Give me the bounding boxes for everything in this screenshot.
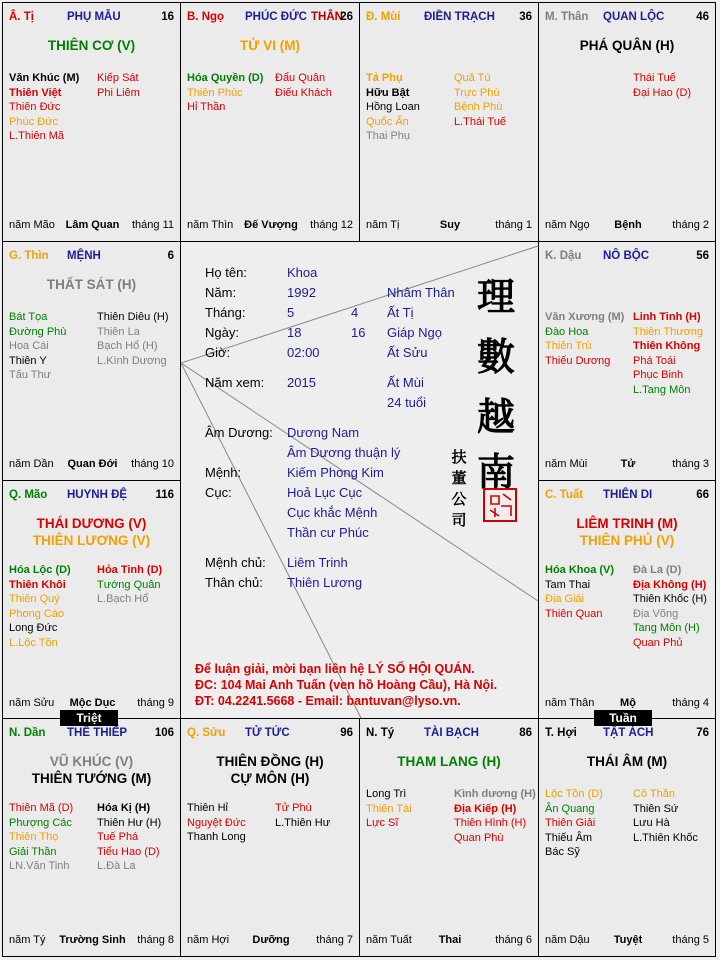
- palace-footer: [9, 458, 176, 472]
- minor-star: Địa Giải: [545, 593, 585, 605]
- star-column-left: [9, 310, 66, 383]
- minor-star: Thai Phụ: [366, 130, 411, 142]
- minor-star: Bạch Hổ (H): [97, 340, 158, 352]
- palace-name: QUAN LỘC: [603, 11, 665, 23]
- minor-star: Giải Thần: [9, 845, 57, 858]
- minor-star: Ân Quang: [545, 802, 595, 815]
- info-menhchu-label: Mệnh chủ:: [205, 555, 266, 570]
- palace-stage: Suy: [439, 219, 461, 231]
- minor-star: Hóa Khoa (V): [545, 564, 615, 576]
- palace-stage: Mộc Dục: [69, 697, 116, 709]
- palace-name: TỬ TỨC: [245, 727, 290, 739]
- minor-star: Thiên Hỉ: [187, 802, 228, 814]
- info-cuc-2: Cục khắc Mệnh: [287, 505, 378, 520]
- palace-year: năm Tý: [9, 934, 46, 946]
- palace-dan: [2, 718, 181, 957]
- small-calligraphy-3: 公: [451, 490, 467, 508]
- palace-name: TÀI BẠCH: [424, 727, 479, 739]
- calligraphy-4: 南: [476, 449, 515, 494]
- palace-footer: [366, 934, 534, 948]
- minor-star: Tuế Phá: [97, 831, 139, 843]
- info-menh-label: Mệnh:: [205, 465, 242, 480]
- minor-star: Phúc Đức: [9, 115, 58, 128]
- minor-star: Thiên Thương: [633, 325, 704, 338]
- info-age: 24 tuổi: [387, 395, 427, 410]
- minor-star: Thanh Long: [187, 831, 246, 843]
- info-cuc-label: Cục:: [205, 485, 232, 500]
- minor-star: Tử Phù: [275, 802, 312, 814]
- minor-star: L.Thái Tuế: [454, 115, 506, 128]
- palace-header: [187, 727, 355, 741]
- info-viewyear-label: Năm xem:: [205, 375, 265, 390]
- center-info-panel: [180, 241, 539, 719]
- minor-star: Long Đức: [9, 622, 58, 634]
- minor-star: Hồng Loan: [366, 101, 420, 113]
- palace-ty2: [359, 718, 539, 957]
- minor-star: Tiểu Hao (D): [97, 845, 160, 858]
- star-column-right: [454, 71, 506, 129]
- small-calligraphy-4: 司: [451, 511, 467, 529]
- info-month-solar: 5: [287, 305, 295, 320]
- star-column-right: [97, 310, 169, 368]
- palace-code: G. Thìn: [9, 250, 49, 262]
- info-menh-value: Kiếm Phong Kim: [287, 465, 384, 480]
- palace-number: 46: [696, 11, 709, 23]
- minor-star: Đẩu Quân: [275, 72, 326, 84]
- palace-than-marker: THÂN: [311, 11, 343, 23]
- main-stars: [360, 753, 538, 770]
- minor-star: Hỏa Tinh (D): [97, 564, 163, 576]
- main-star: CỰ MÔN (H): [230, 771, 310, 786]
- main-star: THIÊN TƯỚNG (M): [31, 771, 152, 786]
- info-year-value: 1992: [287, 285, 316, 300]
- info-cuc-1: Hoả Lục Cục: [287, 485, 363, 500]
- minor-star: Bát Tọa: [9, 311, 48, 323]
- star-column-right: [275, 801, 330, 830]
- palace-stage: Mộ: [620, 697, 636, 709]
- star-column-left: [545, 563, 614, 621]
- palace-code: N. Tý: [366, 727, 395, 739]
- minor-star: Hoa Cái: [9, 340, 49, 352]
- info-name-value: Khoa: [287, 265, 318, 280]
- palace-footer: [9, 219, 176, 233]
- minor-star: Thiên Hư (H): [97, 816, 162, 829]
- star-column-right: [454, 787, 536, 845]
- info-day-canchi: Giáp Ngọ: [387, 325, 442, 340]
- main-star: THẤT SÁT (H): [46, 277, 137, 292]
- palace-code: K. Dậu: [545, 250, 582, 262]
- minor-star: Tang Môn (H): [633, 622, 700, 634]
- info-cuc-3: Thần cư Phúc: [287, 525, 369, 540]
- main-stars: [539, 753, 715, 770]
- minor-star: Linh Tinh (H): [633, 311, 701, 323]
- palace-year: năm Sửu: [9, 697, 55, 709]
- palace-month: tháng 1: [495, 219, 532, 231]
- star-column-left: [545, 787, 603, 860]
- contact-line-2: ĐC: 104 Mai Anh Tuấn (ven hồ Hoàng Cầu), Hà Nội.: [195, 678, 498, 692]
- horoscope-board: [2, 2, 716, 957]
- star-column-left: [9, 563, 71, 650]
- palace-stage: Tử: [620, 458, 636, 470]
- star-column-left: [366, 71, 420, 144]
- palace-number: 86: [519, 727, 532, 739]
- palace-stage: Trường Sinh: [59, 934, 126, 946]
- palace-name: THÊ THIẾP: [67, 727, 128, 739]
- info-month-label: Tháng:: [205, 305, 246, 320]
- palace-header: [545, 489, 711, 503]
- minor-star: Thái Tuế: [633, 72, 676, 84]
- palace-year: năm Tuất: [366, 934, 412, 946]
- palace-ty: [2, 2, 181, 242]
- triet-tag: Triệt: [60, 710, 118, 726]
- star-column-right: [633, 71, 691, 100]
- minor-star: Thiên Hình (H): [454, 817, 527, 829]
- palace-name: PHÚC ĐỨC: [245, 11, 307, 23]
- palace-stage: Tuyệt: [613, 934, 643, 946]
- main-star: THÁI ÂM (M): [586, 754, 668, 769]
- palace-name: ĐIỀN TRẠCH: [424, 11, 495, 23]
- palace-footer: [545, 697, 711, 711]
- info-thanchu-value: Thiên Lương: [287, 575, 363, 590]
- palace-stage: Thai: [438, 934, 462, 946]
- minor-star: Bác Sỹ: [545, 846, 580, 858]
- palace-number: 66: [696, 489, 709, 501]
- calligraphy-2: 數: [476, 334, 515, 379]
- palace-code: Đ. Mùi: [366, 11, 401, 23]
- palace-number: 16: [161, 11, 174, 23]
- palace-month: tháng 5: [672, 934, 709, 946]
- info-day-label: Ngày:: [205, 325, 239, 340]
- palace-stage: Bệnh: [614, 219, 642, 231]
- star-column-right: [97, 71, 140, 100]
- palace-name: MỆNH: [67, 250, 101, 262]
- palace-header: [187, 11, 355, 25]
- palace-header: [366, 11, 534, 25]
- palace-year: năm Ngọ: [545, 219, 590, 231]
- info-day-solar: 18: [287, 325, 302, 340]
- minor-star: Kiếp Sát: [97, 72, 139, 84]
- palace-number: 106: [154, 727, 174, 739]
- minor-star: Thiên Thọ: [9, 831, 59, 843]
- minor-star: Thiên Khốc (H): [633, 593, 707, 605]
- minor-star: Địa Kiếp (H): [454, 802, 517, 815]
- star-column-right: [97, 563, 162, 607]
- info-hour-label: Giờ:: [205, 345, 231, 360]
- palace-name: THIÊN DI: [603, 489, 653, 501]
- palace-year: năm Thìn: [187, 219, 234, 231]
- minor-star: Phong Cáo: [9, 607, 65, 620]
- palace-month: tháng 6: [495, 934, 532, 946]
- minor-star: Thiên Trù: [545, 340, 592, 352]
- info-menhchu-value: Liêm Trinh: [287, 555, 348, 570]
- minor-star: Phục Binh: [633, 369, 684, 381]
- minor-star: Thiên Không: [633, 340, 701, 352]
- palace-footer: [545, 934, 711, 948]
- main-stars: [3, 753, 180, 787]
- minor-star: Thiên Phúc: [187, 86, 243, 99]
- palace-year: năm Dậu: [545, 934, 590, 946]
- minor-star: Thiên Quan: [545, 607, 603, 620]
- palace-header: [366, 727, 534, 741]
- minor-star: L.Thiên Khốc: [633, 831, 698, 844]
- palace-header: [545, 250, 711, 264]
- info-amduong-2: Âm Dương thuận lý: [287, 445, 401, 460]
- minor-star: Quan Phù: [454, 831, 504, 844]
- minor-star: L.Thiên Hư: [275, 816, 331, 829]
- minor-star: Phượng Các: [9, 816, 72, 829]
- palace-code: Q. Mão: [9, 489, 48, 501]
- main-stars: [3, 515, 180, 549]
- red-seal-stamp: [483, 488, 517, 522]
- palace-number: 26: [340, 11, 353, 23]
- info-year-label: Năm:: [205, 285, 237, 300]
- minor-star: L.Thiên Mã: [9, 130, 65, 142]
- star-column-left: [187, 801, 246, 845]
- palace-footer: [9, 934, 176, 948]
- main-star: THIÊN CƠ (V): [47, 38, 136, 53]
- minor-star: Văn Khúc (M): [9, 72, 80, 84]
- minor-star: L.Bạch Hổ: [97, 593, 149, 605]
- palace-stage: Lâm Quan: [65, 219, 120, 231]
- tuan-tag: Tuần: [594, 710, 652, 726]
- minor-star: Tướng Quân: [97, 578, 161, 591]
- small-calligraphy-2: 董: [451, 469, 467, 487]
- minor-star: Thiên Diêu (H): [97, 311, 169, 323]
- minor-star: Hỉ Thần: [187, 101, 226, 113]
- palace-number: 96: [340, 727, 353, 739]
- main-star: THIÊN PHỦ (V): [579, 533, 675, 548]
- info-hour-canchi: Ất Sửu: [387, 345, 428, 360]
- minor-star: Đại Hao (D): [633, 86, 692, 99]
- palace-code: Â. Tị: [9, 11, 34, 23]
- minor-star: Lộc Tồn (D): [545, 788, 603, 800]
- info-viewyear-canchi: Ất Mùi: [387, 375, 424, 390]
- palace-month: tháng 2: [672, 219, 709, 231]
- main-star: TỬ VI (M): [240, 38, 300, 53]
- minor-star: L.Lộc Tồn: [9, 636, 58, 649]
- palace-year: năm Mão: [9, 219, 55, 231]
- palace-year: năm Thân: [545, 697, 595, 709]
- calligraphy-1: 理: [476, 274, 515, 319]
- star-column-right: [97, 801, 161, 874]
- palace-footer: [187, 934, 355, 948]
- palace-number: 56: [696, 250, 709, 262]
- palace-stage: Đế Vượng: [244, 219, 298, 231]
- info-month-lunar: 4: [351, 305, 359, 320]
- main-star: PHÁ QUÂN (H): [579, 38, 675, 53]
- minor-star: Thiếu Âm: [545, 831, 593, 844]
- info-amduong-1: Dương Nam: [287, 425, 360, 440]
- main-star: VŨ KHÚC (V): [49, 754, 134, 769]
- main-star: LIÊM TRINH (M): [576, 516, 678, 531]
- palace-suu: [180, 718, 360, 957]
- minor-star: Tấu Thư: [9, 369, 52, 381]
- palace-stage: Dưỡng: [252, 934, 290, 946]
- minor-star: Hóa Lộc (D): [9, 564, 71, 576]
- minor-star: Long Trì: [366, 788, 407, 800]
- palace-code: N. Dần: [9, 727, 46, 739]
- palace-footer: [9, 697, 176, 711]
- palace-number: 76: [696, 727, 709, 739]
- minor-star: Điếu Khách: [275, 86, 332, 99]
- minor-star: Trực Phù: [454, 86, 500, 99]
- palace-mui: [359, 2, 539, 242]
- palace-thin: [2, 241, 181, 481]
- minor-star: Thiên Giải: [545, 817, 596, 829]
- minor-star: Hữu Bật: [366, 86, 410, 99]
- info-viewyear-value: 2015: [287, 375, 316, 390]
- star-column-left: [545, 310, 624, 368]
- info-year-canchi: Nhâm Thân: [387, 285, 455, 300]
- star-column-left: [187, 71, 263, 115]
- main-stars: [3, 37, 180, 54]
- minor-star: Phi Liêm: [97, 86, 140, 99]
- palace-than: [538, 2, 716, 242]
- star-column-left: [9, 801, 73, 874]
- palace-code: T. Hợi: [545, 727, 577, 739]
- minor-star: Phá Toái: [633, 354, 676, 367]
- palace-header: [545, 11, 711, 25]
- minor-star: Thiên Mã (D): [9, 802, 74, 814]
- minor-star: Thiếu Dương: [545, 354, 611, 367]
- minor-star: Quốc Ấn: [366, 115, 409, 128]
- palace-header: [545, 727, 711, 741]
- minor-star: Bệnh Phù: [454, 101, 503, 113]
- palace-hoi: [538, 718, 716, 957]
- palace-footer: [545, 219, 711, 233]
- palace-month: tháng 8: [137, 934, 174, 946]
- palace-mao: [2, 480, 181, 720]
- main-star: THIÊN ĐỒNG (H): [216, 754, 324, 769]
- minor-star: Cô Thần: [633, 788, 675, 800]
- minor-star: Hóa Quyền (D): [187, 72, 264, 84]
- palace-year: năm Dần: [9, 458, 54, 470]
- palace-number: 6: [167, 250, 174, 262]
- palace-header: [9, 727, 176, 741]
- main-stars: [3, 276, 180, 293]
- palace-ngo: [180, 2, 360, 242]
- star-column-right: [633, 563, 707, 650]
- contact-line-3: ĐT: 04.2241.5668 - Email: bantuvan@lyso.vn.: [195, 694, 461, 708]
- palace-month: tháng 12: [310, 219, 353, 231]
- palace-stage: Quan Đới: [67, 458, 118, 470]
- minor-star: Lưu Hà: [633, 817, 670, 829]
- star-column-left: [9, 71, 79, 144]
- minor-star: LN.Văn Tinh: [9, 860, 70, 872]
- palace-header: [9, 489, 176, 503]
- minor-star: Quả Tú: [454, 72, 491, 84]
- minor-star: Thiên Y: [9, 354, 47, 367]
- palace-code: M. Thân: [545, 11, 589, 23]
- palace-dau: [538, 241, 716, 481]
- palace-footer: [366, 219, 534, 233]
- palace-name: PHỤ MẪU: [67, 11, 121, 23]
- info-month-canchi: Ất Tị: [387, 305, 414, 320]
- star-column-right: [633, 787, 698, 845]
- star-column-right: [633, 310, 703, 397]
- palace-month: tháng 4: [672, 697, 709, 709]
- palace-month: tháng 9: [137, 697, 174, 709]
- main-stars: [181, 37, 359, 54]
- minor-star: Thiên Đức: [9, 101, 61, 113]
- contact-line-1: Để luận giải, mời bạn liên hệ LÝ SỐ HỘI QUÁN.: [195, 662, 475, 676]
- palace-code: C. Tuất: [545, 489, 584, 501]
- star-column-right: [275, 71, 332, 100]
- minor-star: L.Tang Môn: [633, 383, 691, 396]
- palace-footer: [187, 219, 355, 233]
- palace-header: [9, 11, 176, 25]
- minor-star: Địa Không (H): [633, 578, 707, 591]
- minor-star: Đường Phù: [9, 325, 67, 338]
- minor-star: Nguyệt Đức: [187, 816, 246, 829]
- star-column-left: [366, 787, 412, 831]
- palace-name: TẬT ÁCH: [603, 727, 654, 739]
- minor-star: Thiên La: [97, 325, 140, 338]
- palace-year: năm Tị: [366, 219, 400, 231]
- minor-star: Đà La (D): [633, 564, 682, 576]
- palace-month: tháng 3: [672, 458, 709, 470]
- main-star: THÁI DƯƠNG (V): [36, 516, 147, 531]
- minor-star: Hóa Kị (H): [97, 802, 151, 814]
- info-day-lunar: 16: [351, 325, 366, 340]
- minor-star: Thiên Quý: [9, 593, 60, 605]
- palace-month: tháng 10: [131, 458, 174, 470]
- info-name-label: Họ tên:: [205, 265, 247, 280]
- minor-star: L.Đà La: [97, 860, 136, 872]
- main-stars: [539, 37, 715, 54]
- palace-year: năm Mùi: [545, 458, 588, 470]
- palace-footer: [545, 458, 711, 472]
- palace-tuat: [538, 480, 716, 720]
- palace-code: B. Ngọ: [187, 11, 225, 23]
- palace-number: 36: [519, 11, 532, 23]
- info-hour-value: 02:00: [287, 345, 320, 360]
- minor-star: Đào Hoa: [545, 325, 589, 338]
- minor-star: Thiên Việt: [9, 86, 62, 99]
- palace-header: [9, 250, 176, 264]
- main-stars: [539, 515, 715, 549]
- minor-star: L.Kình Dương: [97, 354, 167, 367]
- minor-star: Lực Sĩ: [366, 817, 399, 829]
- palace-name: HUYNH ĐỆ: [67, 489, 128, 501]
- info-amduong-label: Âm Dương:: [205, 425, 273, 440]
- minor-star: Thiên Tài: [366, 802, 412, 815]
- palace-name: NÔ BỘC: [603, 250, 649, 262]
- main-star: THIÊN LƯƠNG (V): [32, 533, 151, 548]
- minor-star: Thiên Khôi: [9, 578, 66, 591]
- main-star: THAM LANG (H): [397, 754, 501, 769]
- main-stars: [181, 753, 359, 787]
- minor-star: Thiên Sứ: [633, 802, 679, 815]
- palace-code: Q. Sửu: [187, 727, 226, 739]
- minor-star: Văn Xương (M): [545, 311, 625, 323]
- small-calligraphy-1: 扶: [451, 448, 467, 466]
- calligraphy-3: 越: [476, 394, 515, 439]
- minor-star: Kình dương (H): [454, 788, 536, 800]
- palace-month: tháng 11: [131, 219, 174, 231]
- palace-year: năm Hợi: [187, 934, 230, 946]
- palace-month: tháng 7: [316, 934, 353, 946]
- info-thanchu-label: Thân chủ:: [205, 575, 263, 590]
- minor-star: Quan Phủ: [633, 636, 683, 649]
- minor-star: Tam Thai: [545, 578, 591, 591]
- minor-star: Địa Võng: [633, 607, 679, 620]
- palace-number: 116: [155, 489, 174, 501]
- minor-star: Tả Phụ: [366, 72, 403, 84]
